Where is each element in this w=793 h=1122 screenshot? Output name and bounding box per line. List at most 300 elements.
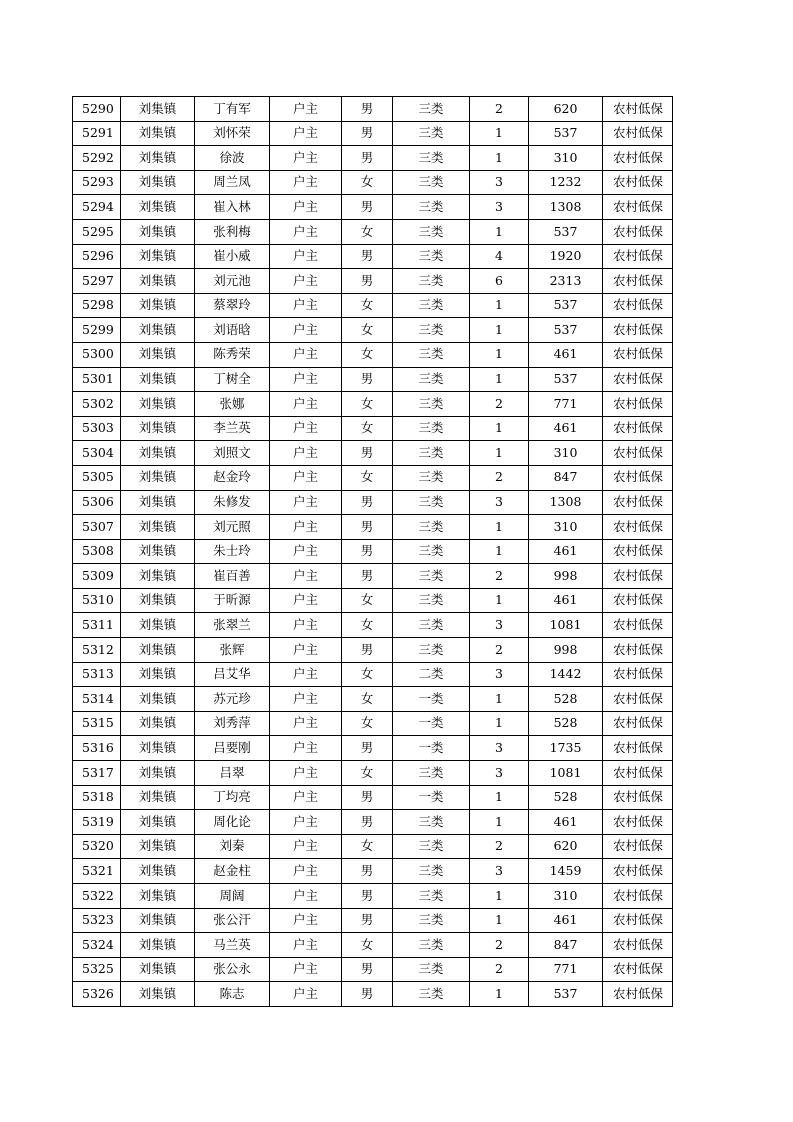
cell-gender: 男 (342, 515, 393, 540)
cell-category: 三类 (393, 293, 470, 318)
cell-program: 农村低保 (603, 761, 673, 786)
cell-amount: 1459 (529, 859, 603, 884)
cell-program: 农村低保 (603, 957, 673, 982)
cell-household-size: 1 (470, 908, 529, 933)
table-row (73, 687, 673, 712)
cell-household-size: 1 (470, 121, 529, 146)
cell-gender: 男 (342, 908, 393, 933)
cell-town: 刘集镇 (121, 613, 195, 638)
cell-relation: 户主 (270, 810, 342, 835)
cell-row-number: 5313 (73, 662, 121, 687)
cell-category: 三类 (393, 810, 470, 835)
cell-category: 三类 (393, 195, 470, 220)
cell-row-number: 5298 (73, 293, 121, 318)
cell-row-number: 5324 (73, 933, 121, 958)
cell-town: 刘集镇 (121, 416, 195, 441)
cell-town: 刘集镇 (121, 933, 195, 958)
cell-relation: 户主 (270, 293, 342, 318)
cell-row-number: 5318 (73, 785, 121, 810)
cell-program: 农村低保 (603, 490, 673, 515)
cell-household-size: 3 (470, 859, 529, 884)
cell-row-number: 5297 (73, 269, 121, 294)
cell-row-number: 5315 (73, 711, 121, 736)
cell-program: 农村低保 (603, 392, 673, 417)
cell-town: 刘集镇 (121, 662, 195, 687)
cell-program: 农村低保 (603, 441, 673, 466)
cell-gender: 男 (342, 121, 393, 146)
cell-town: 刘集镇 (121, 195, 195, 220)
cell-town: 刘集镇 (121, 638, 195, 663)
cell-amount: 847 (529, 465, 603, 490)
cell-gender: 女 (342, 416, 393, 441)
cell-relation: 户主 (270, 711, 342, 736)
cell-relation: 户主 (270, 121, 342, 146)
cell-name: 刘怀荣 (195, 121, 270, 146)
cell-town: 刘集镇 (121, 293, 195, 318)
cell-town: 刘集镇 (121, 490, 195, 515)
cell-row-number: 5316 (73, 736, 121, 761)
cell-town: 刘集镇 (121, 170, 195, 195)
cell-gender: 女 (342, 588, 393, 613)
cell-town: 刘集镇 (121, 711, 195, 736)
cell-amount: 771 (529, 392, 603, 417)
cell-relation: 户主 (270, 638, 342, 663)
cell-household-size: 1 (470, 416, 529, 441)
cell-relation: 户主 (270, 687, 342, 712)
cell-program: 农村低保 (603, 97, 673, 122)
cell-row-number: 5294 (73, 195, 121, 220)
cell-name: 朱修发 (195, 490, 270, 515)
table-row (73, 613, 673, 638)
cell-program: 农村低保 (603, 342, 673, 367)
cell-row-number: 5300 (73, 342, 121, 367)
cell-category: 三类 (393, 318, 470, 343)
table-row (73, 957, 673, 982)
cell-category: 一类 (393, 687, 470, 712)
cell-amount: 528 (529, 687, 603, 712)
cell-category: 三类 (393, 859, 470, 884)
cell-amount: 1735 (529, 736, 603, 761)
cell-name: 周阔 (195, 884, 270, 909)
cell-program: 农村低保 (603, 908, 673, 933)
cell-town: 刘集镇 (121, 761, 195, 786)
cell-amount: 461 (529, 416, 603, 441)
cell-gender: 男 (342, 539, 393, 564)
cell-relation: 户主 (270, 441, 342, 466)
cell-amount: 1232 (529, 170, 603, 195)
table-row (73, 269, 673, 294)
cell-row-number: 5302 (73, 392, 121, 417)
cell-relation: 户主 (270, 146, 342, 171)
cell-name: 刘秀萍 (195, 711, 270, 736)
cell-category: 三类 (393, 244, 470, 269)
cell-gender: 女 (342, 662, 393, 687)
cell-gender: 女 (342, 170, 393, 195)
cell-category: 三类 (393, 441, 470, 466)
cell-household-size: 1 (470, 711, 529, 736)
cell-category: 三类 (393, 539, 470, 564)
cell-program: 农村低保 (603, 834, 673, 859)
cell-household-size: 1 (470, 367, 529, 392)
cell-gender: 男 (342, 441, 393, 466)
cell-household-size: 1 (470, 515, 529, 540)
cell-household-size: 3 (470, 736, 529, 761)
cell-household-size: 4 (470, 244, 529, 269)
cell-town: 刘集镇 (121, 834, 195, 859)
cell-row-number: 5290 (73, 97, 121, 122)
cell-name: 蔡翠玲 (195, 293, 270, 318)
cell-row-number: 5295 (73, 219, 121, 244)
cell-row-number: 5303 (73, 416, 121, 441)
table-row (73, 97, 673, 122)
cell-row-number: 5309 (73, 564, 121, 589)
cell-relation: 户主 (270, 170, 342, 195)
cell-name: 于昕源 (195, 588, 270, 613)
cell-gender: 男 (342, 564, 393, 589)
cell-amount: 998 (529, 564, 603, 589)
cell-amount: 537 (529, 121, 603, 146)
table-row (73, 588, 673, 613)
table-row (73, 441, 673, 466)
cell-household-size: 1 (470, 441, 529, 466)
cell-program: 农村低保 (603, 564, 673, 589)
cell-name: 张公汗 (195, 908, 270, 933)
cell-amount: 461 (529, 588, 603, 613)
cell-amount: 537 (529, 982, 603, 1007)
cell-row-number: 5301 (73, 367, 121, 392)
cell-amount: 310 (529, 441, 603, 466)
cell-gender: 男 (342, 785, 393, 810)
cell-program: 农村低保 (603, 367, 673, 392)
cell-row-number: 5322 (73, 884, 121, 909)
cell-amount: 310 (529, 146, 603, 171)
cell-town: 刘集镇 (121, 785, 195, 810)
cell-category: 三类 (393, 392, 470, 417)
table-row (73, 121, 673, 146)
cell-category: 三类 (393, 97, 470, 122)
cell-name: 张翠兰 (195, 613, 270, 638)
cell-gender: 女 (342, 219, 393, 244)
cell-town: 刘集镇 (121, 810, 195, 835)
cell-row-number: 5304 (73, 441, 121, 466)
cell-relation: 户主 (270, 367, 342, 392)
cell-town: 刘集镇 (121, 97, 195, 122)
table-row (73, 933, 673, 958)
table-row (73, 539, 673, 564)
cell-household-size: 1 (470, 342, 529, 367)
cell-amount: 310 (529, 884, 603, 909)
cell-category: 三类 (393, 638, 470, 663)
cell-name: 丁树全 (195, 367, 270, 392)
cell-program: 农村低保 (603, 170, 673, 195)
cell-amount: 2313 (529, 269, 603, 294)
cell-gender: 女 (342, 392, 393, 417)
cell-name: 吕要刚 (195, 736, 270, 761)
cell-row-number: 5308 (73, 539, 121, 564)
cell-town: 刘集镇 (121, 588, 195, 613)
cell-name: 刘照文 (195, 441, 270, 466)
cell-category: 二类 (393, 662, 470, 687)
cell-category: 三类 (393, 146, 470, 171)
cell-town: 刘集镇 (121, 908, 195, 933)
cell-program: 农村低保 (603, 515, 673, 540)
cell-program: 农村低保 (603, 465, 673, 490)
cell-relation: 户主 (270, 219, 342, 244)
cell-household-size: 2 (470, 97, 529, 122)
table-row (73, 810, 673, 835)
cell-household-size: 2 (470, 564, 529, 589)
cell-household-size: 2 (470, 465, 529, 490)
cell-gender: 女 (342, 687, 393, 712)
table-row (73, 515, 673, 540)
cell-program: 农村低保 (603, 884, 673, 909)
cell-relation: 户主 (270, 490, 342, 515)
cell-program: 农村低保 (603, 269, 673, 294)
cell-amount: 1442 (529, 662, 603, 687)
cell-category: 三类 (393, 588, 470, 613)
cell-gender: 男 (342, 195, 393, 220)
table-row (73, 711, 673, 736)
cell-name: 崔小威 (195, 244, 270, 269)
cell-household-size: 1 (470, 219, 529, 244)
cell-gender: 男 (342, 490, 393, 515)
cell-category: 三类 (393, 982, 470, 1007)
cell-category: 三类 (393, 515, 470, 540)
cell-household-size: 3 (470, 662, 529, 687)
cell-gender: 男 (342, 638, 393, 663)
cell-town: 刘集镇 (121, 367, 195, 392)
cell-relation: 户主 (270, 97, 342, 122)
table-row (73, 761, 673, 786)
cell-relation: 户主 (270, 465, 342, 490)
cell-amount: 1308 (529, 195, 603, 220)
cell-name: 吕翠 (195, 761, 270, 786)
cell-amount: 461 (529, 810, 603, 835)
cell-row-number: 5321 (73, 859, 121, 884)
table-row (73, 367, 673, 392)
cell-program: 农村低保 (603, 318, 673, 343)
cell-category: 三类 (393, 269, 470, 294)
cell-program: 农村低保 (603, 933, 673, 958)
cell-amount: 461 (529, 908, 603, 933)
cell-row-number: 5307 (73, 515, 121, 540)
cell-relation: 户主 (270, 416, 342, 441)
cell-name: 朱士玲 (195, 539, 270, 564)
cell-name: 张公永 (195, 957, 270, 982)
cell-name: 刘元池 (195, 269, 270, 294)
cell-category: 三类 (393, 465, 470, 490)
cell-gender: 男 (342, 146, 393, 171)
cell-town: 刘集镇 (121, 465, 195, 490)
table-row (73, 465, 673, 490)
table-row (73, 219, 673, 244)
table-row (73, 785, 673, 810)
cell-category: 三类 (393, 170, 470, 195)
cell-name: 张利梅 (195, 219, 270, 244)
cell-row-number: 5293 (73, 170, 121, 195)
cell-household-size: 1 (470, 318, 529, 343)
cell-household-size: 3 (470, 170, 529, 195)
cell-amount: 1081 (529, 613, 603, 638)
cell-name: 苏元珍 (195, 687, 270, 712)
cell-name: 徐波 (195, 146, 270, 171)
table-body (73, 97, 673, 1007)
cell-town: 刘集镇 (121, 219, 195, 244)
table-row (73, 318, 673, 343)
cell-category: 一类 (393, 736, 470, 761)
cell-row-number: 5326 (73, 982, 121, 1007)
cell-household-size: 2 (470, 834, 529, 859)
cell-household-size: 1 (470, 785, 529, 810)
cell-program: 农村低保 (603, 195, 673, 220)
cell-gender: 女 (342, 293, 393, 318)
cell-program: 农村低保 (603, 638, 673, 663)
cell-relation: 户主 (270, 957, 342, 982)
cell-relation: 户主 (270, 834, 342, 859)
cell-program: 农村低保 (603, 121, 673, 146)
cell-name: 赵金柱 (195, 859, 270, 884)
cell-row-number: 5319 (73, 810, 121, 835)
cell-gender: 男 (342, 736, 393, 761)
cell-amount: 1081 (529, 761, 603, 786)
cell-row-number: 5299 (73, 318, 121, 343)
cell-row-number: 5320 (73, 834, 121, 859)
cell-gender: 男 (342, 982, 393, 1007)
table-row (73, 195, 673, 220)
cell-household-size: 1 (470, 539, 529, 564)
cell-gender: 女 (342, 711, 393, 736)
cell-program: 农村低保 (603, 244, 673, 269)
cell-category: 三类 (393, 219, 470, 244)
table-row (73, 908, 673, 933)
table-row (73, 662, 673, 687)
cell-row-number: 5311 (73, 613, 121, 638)
cell-relation: 户主 (270, 761, 342, 786)
cell-category: 三类 (393, 367, 470, 392)
cell-category: 一类 (393, 785, 470, 810)
cell-name: 刘秦 (195, 834, 270, 859)
cell-town: 刘集镇 (121, 392, 195, 417)
cell-row-number: 5310 (73, 588, 121, 613)
cell-relation: 户主 (270, 564, 342, 589)
cell-town: 刘集镇 (121, 539, 195, 564)
table-row (73, 859, 673, 884)
cell-name: 刘元照 (195, 515, 270, 540)
cell-gender: 男 (342, 810, 393, 835)
table-row (73, 884, 673, 909)
cell-name: 崔入林 (195, 195, 270, 220)
cell-program: 农村低保 (603, 662, 673, 687)
cell-name: 丁均亮 (195, 785, 270, 810)
cell-town: 刘集镇 (121, 146, 195, 171)
cell-relation: 户主 (270, 588, 342, 613)
cell-amount: 537 (529, 318, 603, 343)
cell-amount: 461 (529, 342, 603, 367)
cell-amount: 461 (529, 539, 603, 564)
cell-relation: 户主 (270, 662, 342, 687)
cell-gender: 男 (342, 367, 393, 392)
cell-gender: 女 (342, 834, 393, 859)
cell-category: 三类 (393, 884, 470, 909)
cell-program: 农村低保 (603, 736, 673, 761)
table-row (73, 564, 673, 589)
cell-category: 三类 (393, 908, 470, 933)
cell-relation: 户主 (270, 785, 342, 810)
cell-category: 三类 (393, 613, 470, 638)
cell-relation: 户主 (270, 342, 342, 367)
cell-town: 刘集镇 (121, 515, 195, 540)
cell-gender: 男 (342, 269, 393, 294)
cell-relation: 户主 (270, 318, 342, 343)
cell-program: 农村低保 (603, 982, 673, 1007)
cell-relation: 户主 (270, 515, 342, 540)
cell-name: 丁有军 (195, 97, 270, 122)
cell-household-size: 3 (470, 761, 529, 786)
cell-gender: 男 (342, 957, 393, 982)
cell-amount: 528 (529, 785, 603, 810)
cell-gender: 女 (342, 613, 393, 638)
cell-name: 赵金玲 (195, 465, 270, 490)
cell-program: 农村低保 (603, 613, 673, 638)
cell-relation: 户主 (270, 933, 342, 958)
cell-town: 刘集镇 (121, 736, 195, 761)
table-row (73, 416, 673, 441)
cell-program: 农村低保 (603, 687, 673, 712)
cell-amount: 537 (529, 219, 603, 244)
cell-town: 刘集镇 (121, 957, 195, 982)
cell-category: 三类 (393, 342, 470, 367)
cell-category: 三类 (393, 933, 470, 958)
cell-household-size: 1 (470, 884, 529, 909)
cell-household-size: 1 (470, 588, 529, 613)
cell-program: 农村低保 (603, 146, 673, 171)
table-row (73, 638, 673, 663)
cell-row-number: 5306 (73, 490, 121, 515)
cell-household-size: 6 (470, 269, 529, 294)
relief-roster-table (72, 96, 673, 1007)
cell-relation: 户主 (270, 613, 342, 638)
cell-category: 一类 (393, 711, 470, 736)
cell-town: 刘集镇 (121, 342, 195, 367)
cell-household-size: 2 (470, 392, 529, 417)
cell-name: 陈志 (195, 982, 270, 1007)
cell-amount: 1308 (529, 490, 603, 515)
cell-household-size: 2 (470, 957, 529, 982)
cell-amount: 537 (529, 367, 603, 392)
cell-relation: 户主 (270, 539, 342, 564)
cell-household-size: 1 (470, 810, 529, 835)
cell-name: 周化论 (195, 810, 270, 835)
cell-row-number: 5292 (73, 146, 121, 171)
cell-gender: 女 (342, 318, 393, 343)
cell-category: 三类 (393, 490, 470, 515)
cell-name: 李兰英 (195, 416, 270, 441)
cell-gender: 男 (342, 859, 393, 884)
cell-row-number: 5305 (73, 465, 121, 490)
cell-town: 刘集镇 (121, 441, 195, 466)
table-row (73, 293, 673, 318)
cell-household-size: 2 (470, 933, 529, 958)
cell-row-number: 5323 (73, 908, 121, 933)
cell-gender: 男 (342, 97, 393, 122)
cell-relation: 户主 (270, 736, 342, 761)
cell-amount: 847 (529, 933, 603, 958)
cell-name: 周兰凤 (195, 170, 270, 195)
cell-town: 刘集镇 (121, 244, 195, 269)
cell-household-size: 1 (470, 982, 529, 1007)
cell-name: 吕艾华 (195, 662, 270, 687)
cell-town: 刘集镇 (121, 859, 195, 884)
